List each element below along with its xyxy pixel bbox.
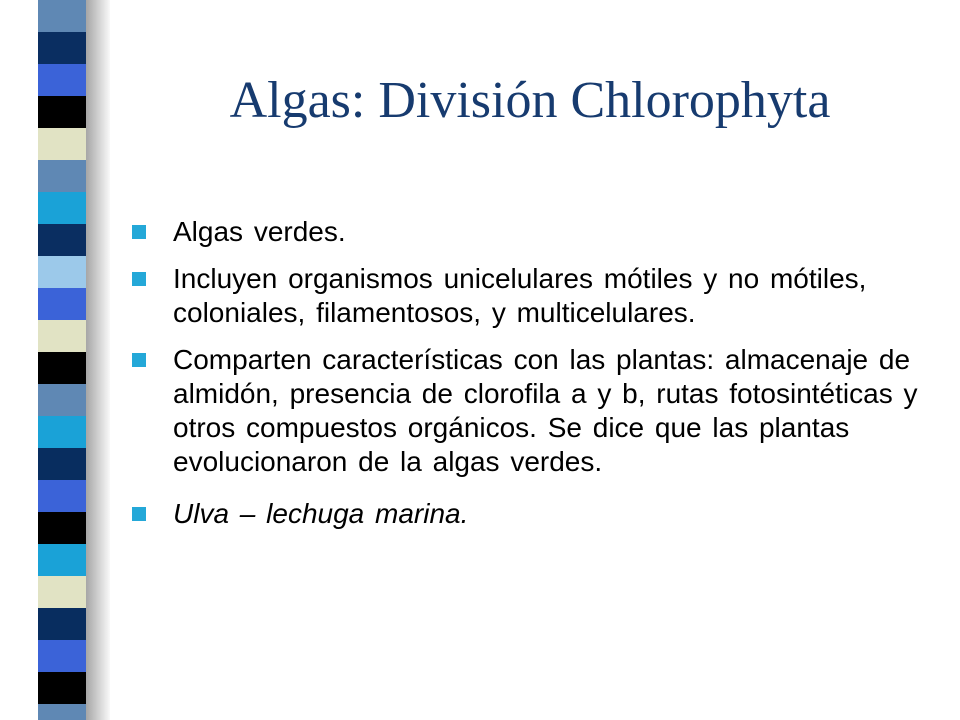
stripe <box>38 128 86 160</box>
stripe <box>38 352 86 384</box>
square-bullet-icon <box>132 225 146 239</box>
stripe <box>38 416 86 448</box>
square-bullet-icon <box>132 272 146 286</box>
stripe <box>38 320 86 352</box>
stripe <box>38 384 86 416</box>
bullet-text: Algas verdes. <box>173 216 346 247</box>
stripe <box>38 160 86 192</box>
bullet-text: Ulva – lechuga marina. <box>173 498 469 529</box>
square-bullet-icon <box>132 507 146 521</box>
stripe <box>38 512 86 544</box>
stripe <box>38 96 86 128</box>
stripe <box>38 480 86 512</box>
bullet-text: Comparten características con las plantas: almacenaje de almidón, presencia de clorofila a y b, rutas fotosintéticas y otros compuestos orgánicos. Se dice que las plantas evolucionaron de la algas verdes. <box>173 344 918 477</box>
square-bullet-icon <box>132 353 146 367</box>
stripe <box>38 608 86 640</box>
bullet-item <box>130 343 930 479</box>
stripe <box>38 64 86 96</box>
stripe <box>38 576 86 608</box>
stripe <box>38 544 86 576</box>
bullet-text: Incluyen organismos unicelulares mótiles y no mótiles, coloniales, filamentosos, y multicelulares. <box>173 263 867 328</box>
stripe <box>38 640 86 672</box>
slide-title: Algas: División Chlorophyta <box>229 72 831 129</box>
bullet-item <box>130 497 930 531</box>
stripe <box>38 672 86 704</box>
stripe <box>38 32 86 64</box>
stripe-column <box>38 0 86 720</box>
stripe <box>38 448 86 480</box>
decorative-stripe-bar <box>0 0 110 720</box>
bullet-item <box>130 262 930 330</box>
bullet-list <box>130 215 930 544</box>
stripe <box>38 704 86 720</box>
stripe <box>38 0 86 32</box>
stripe-shadow <box>86 0 110 720</box>
stripe <box>38 256 86 288</box>
stripe <box>38 288 86 320</box>
bullet-item <box>130 215 930 249</box>
stripe <box>38 192 86 224</box>
stripe <box>38 224 86 256</box>
